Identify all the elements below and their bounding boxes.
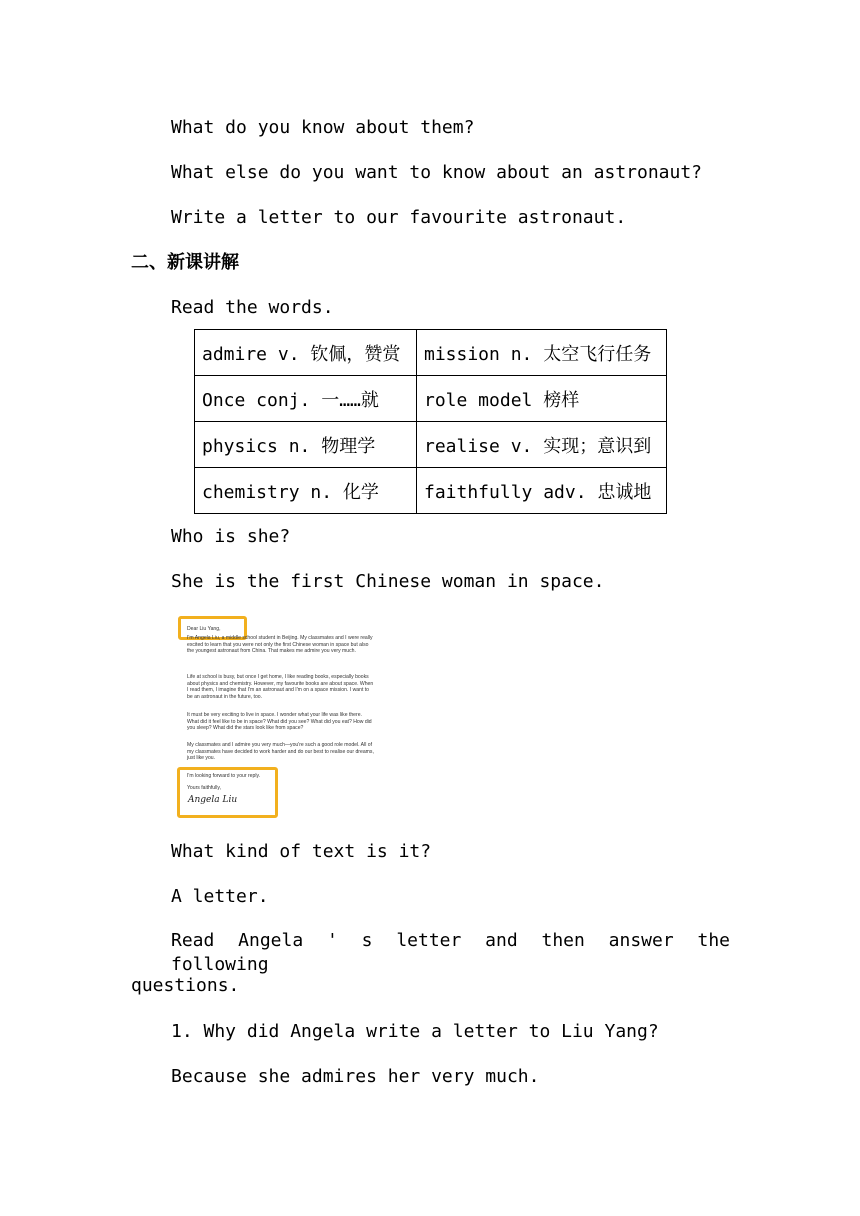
intro-line-3: Write a letter to our favourite astronaut. bbox=[171, 207, 627, 228]
letter-signature: Angela Liu bbox=[188, 795, 238, 805]
letter-paragraph: It must be very exciting to live in space. I wonder what your life was like there. What did it feel like to be in space? What did you see? What did you eat? How did you sleep? What did the stars look like from space? bbox=[187, 712, 372, 732]
answer-1: Because she admires her very much. bbox=[171, 1066, 540, 1087]
instruction-line: Read Angela ' s letter and then answer the following bbox=[171, 930, 730, 975]
vocab-cell: physics n. 物理学 bbox=[195, 422, 417, 468]
vocab-cell: mission n. 太空飞行任务 bbox=[417, 330, 667, 376]
letter-paragraph: I'm Angela Liu, a middle school student in Beijing. My classmates and I were really excited to learn that you were not only the first Chinese woman in space but also the youngest astronaut from China. That makes me admire you very much. bbox=[187, 635, 373, 655]
intro-line-2: What else do you want to know about an astronaut? bbox=[171, 162, 703, 183]
table-row bbox=[195, 330, 667, 376]
letter-closing: Yours faithfully, bbox=[187, 785, 221, 791]
letter-greeting: Dear Liu Yang, bbox=[187, 626, 221, 632]
letter-closing: I'm looking forward to your reply. bbox=[187, 773, 261, 779]
read-words-instruction: Read the words. bbox=[171, 297, 334, 318]
letter-paragraph: Life at school is busy, but once I get home, I like reading books, especially books about physics and chemistry. However, my favourite books are about space. When I read them, I imagine that I'm an astronaut and I'm on a space mission. I want to be an astronaut in the future, too. bbox=[187, 674, 374, 700]
vocabulary-table bbox=[194, 329, 667, 514]
intro-line-1: What do you know about them? bbox=[171, 117, 475, 138]
vocab-cell: Once conj. 一……就 bbox=[195, 376, 417, 422]
vocab-cell: realise v. 实现；意识到 bbox=[417, 422, 667, 468]
table-row bbox=[195, 422, 667, 468]
vocab-cell: chemistry n. 化学 bbox=[195, 468, 417, 514]
table-row bbox=[195, 376, 667, 422]
answer-who: She is the first Chinese woman in space. bbox=[171, 571, 605, 592]
table-row bbox=[195, 468, 667, 514]
instruction-continuation: questions. bbox=[131, 975, 240, 996]
question-who: Who is she? bbox=[171, 526, 291, 547]
question-kind: What kind of text is it? bbox=[171, 841, 432, 862]
section-heading: 二、新课讲解 bbox=[131, 252, 239, 273]
letter-image bbox=[176, 614, 382, 818]
answer-kind: A letter. bbox=[171, 886, 269, 907]
question-1: 1. Why did Angela write a letter to Liu Yang? bbox=[171, 1021, 659, 1042]
letter-paragraph: My classmates and I admire you very much—you're such a good role model. All of my classmates have decided to work harder and do our best to realise our dreams, just like you. bbox=[187, 742, 374, 762]
vocab-cell: role model 榜样 bbox=[417, 376, 667, 422]
vocab-cell: faithfully adv. 忠诚地 bbox=[417, 468, 667, 514]
vocab-cell: admire v. 钦佩，赞赏 bbox=[195, 330, 417, 376]
